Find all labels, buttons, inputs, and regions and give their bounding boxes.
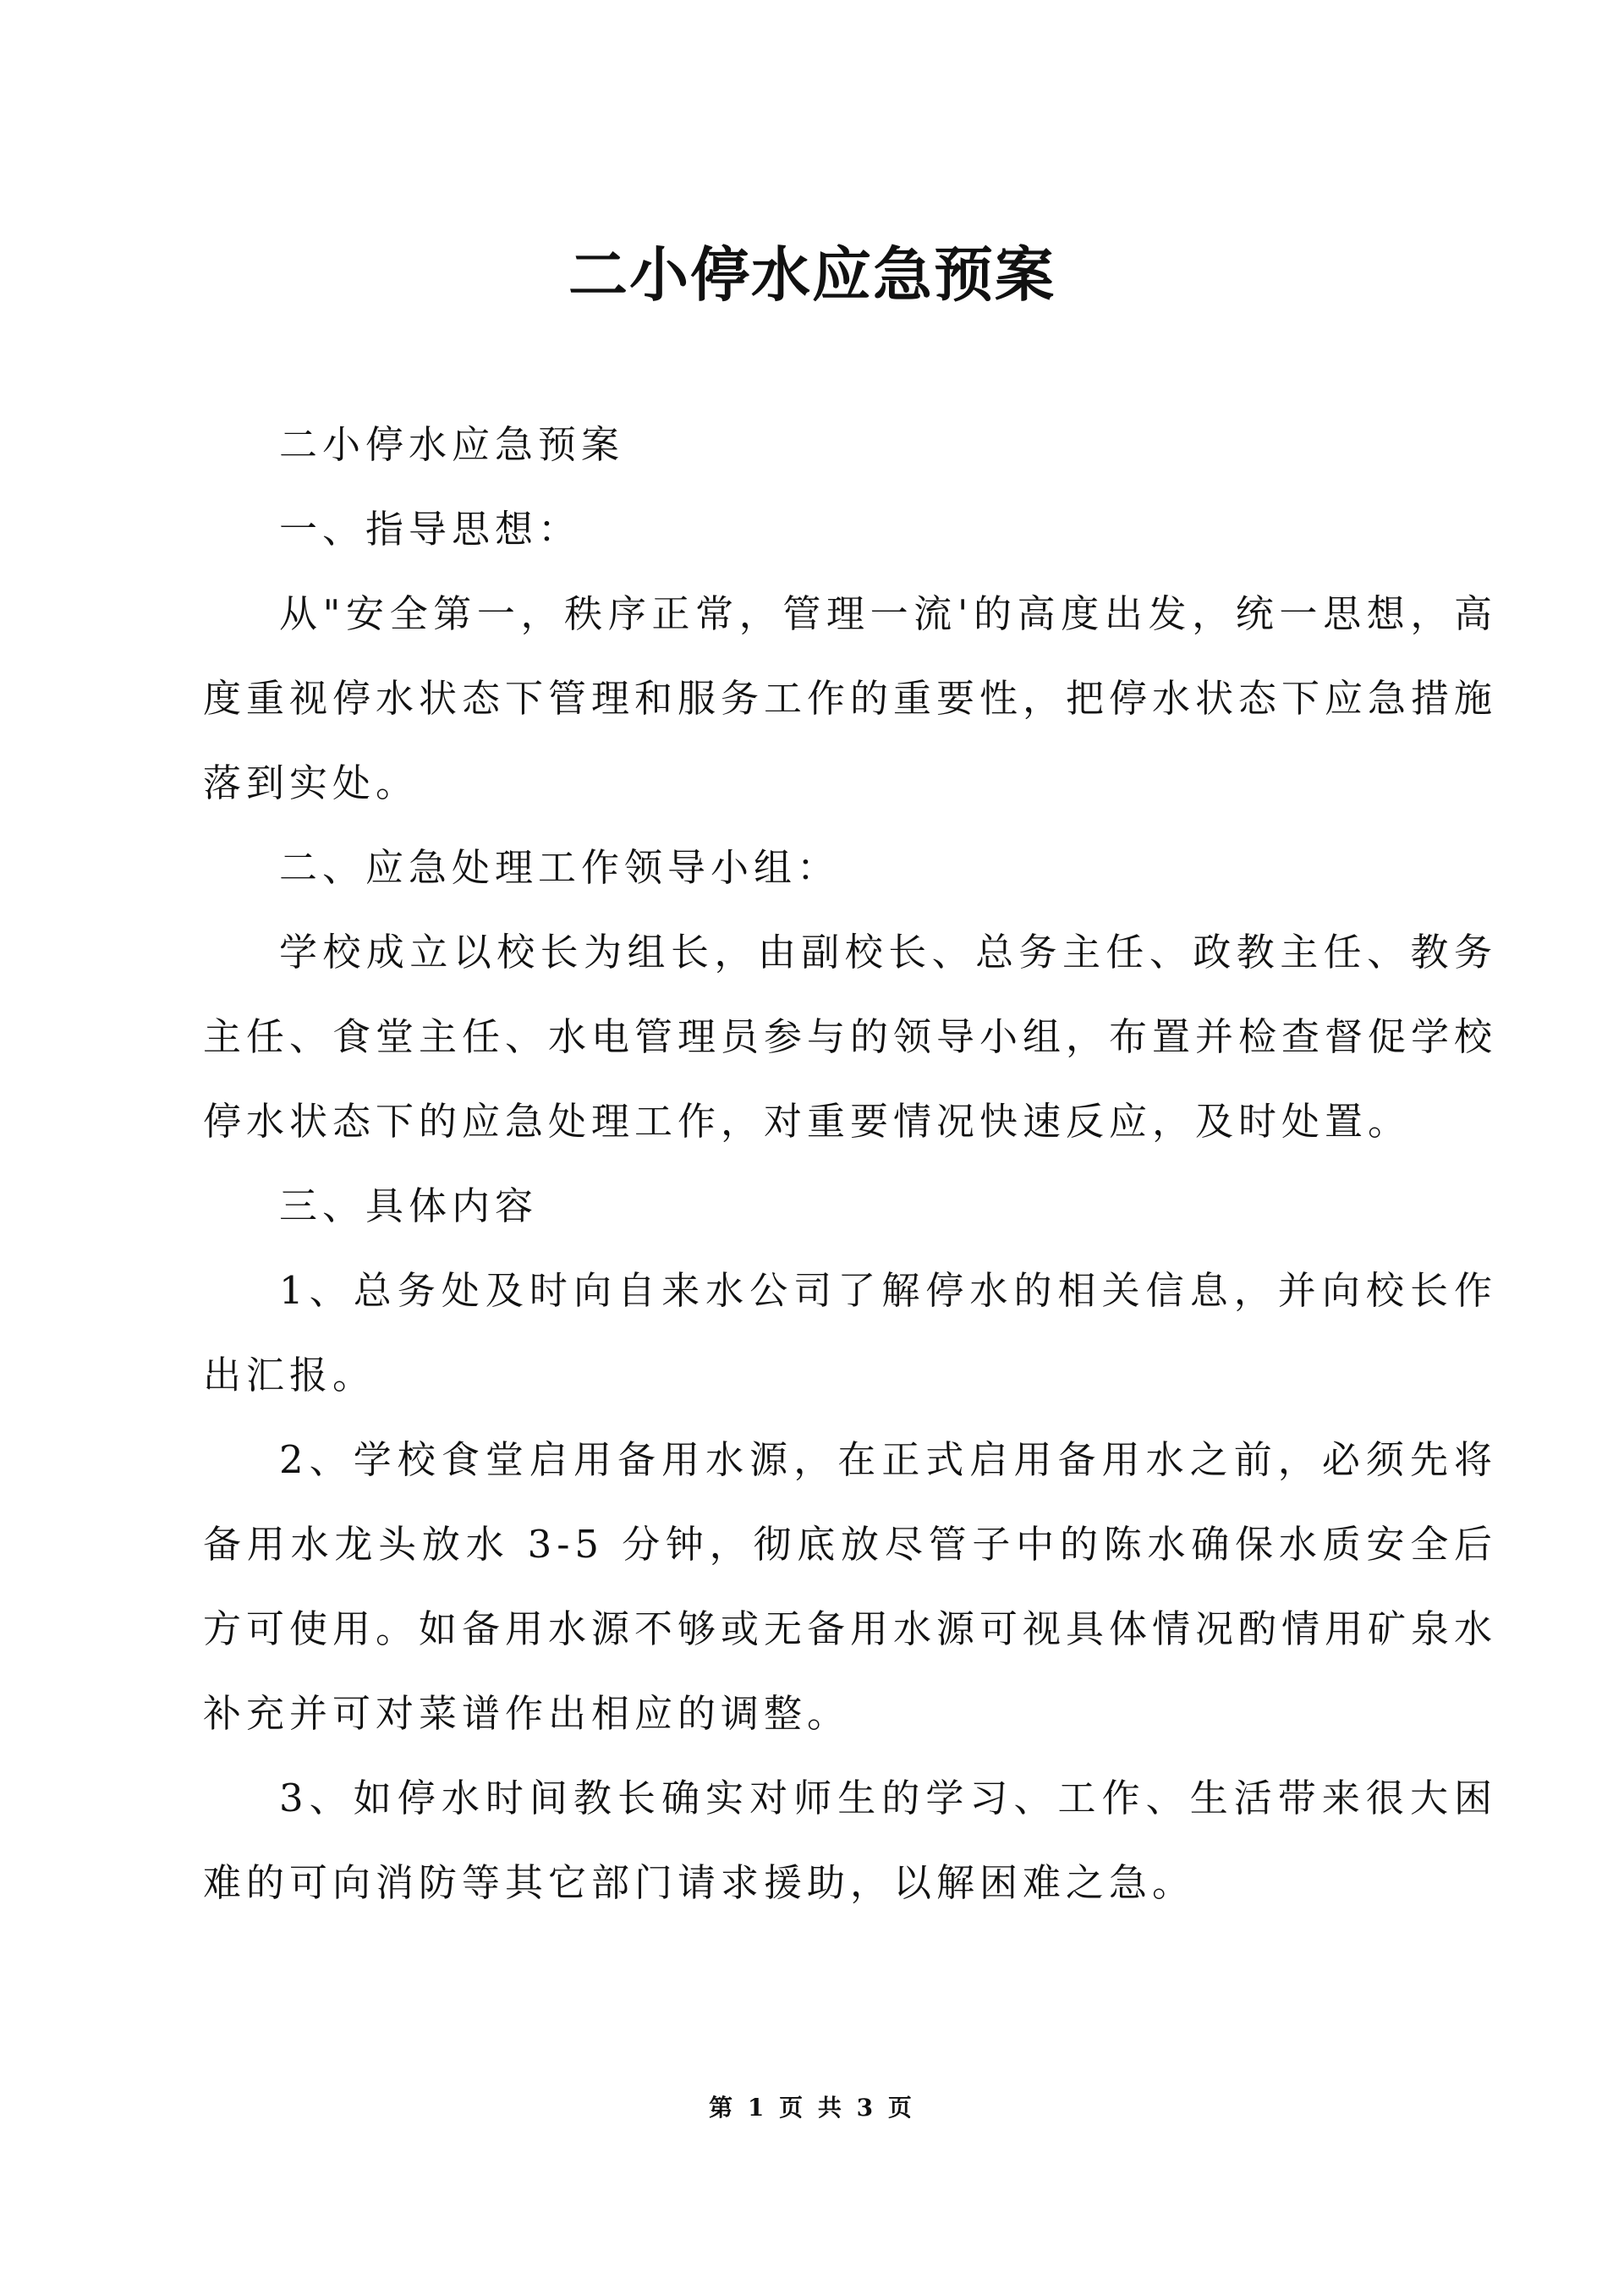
paragraph-item-2: 2、学校食堂启用备用水源，在正式启用备用水之前，必须先将备用水龙头放水 3-5 分钟，彻底放尽管子中的陈水确保水质安全后方可使用。如备用水源不够或无备用水源可视具体情况酌情用矿泉水补充并可对菜谱作出相应的调整。: [203, 1437, 1498, 1736]
section-heading-guiding-thought: 一、指导思想：: [279, 507, 582, 552]
document-body: [203, 403, 1497, 1925]
page-footer: 第 1 页 共 3 页: [709, 2094, 915, 2122]
paragraph-item-1: 1、总务处及时向自来水公司了解停水的相关信息，并向校长作出汇报。: [203, 1268, 1497, 1397]
paragraph-item-3: 3、如停水时间教长确实对师生的学习、工作、生活带来很大困难的可向消防等其它部门请求援助，以解困难之急。: [203, 1776, 1497, 1905]
paragraph-heading: 二小停水应急预案: [279, 422, 625, 467]
document-title: 二小停水应急预案: [568, 240, 1056, 310]
section-heading-specific-content: 三、具体内容: [279, 1183, 539, 1228]
section-heading-leadership-group: 二、应急处理工作领导小组：: [279, 845, 841, 890]
paragraph-leadership-group: 学校成立以校长为组长，由副校长、总务主任、政教主任、教务主任、食堂主任、水电管理员参与的领导小组，布置并检查督促学校停水状态下的应急处理工作，对重要情况快速反应，及时处置。: [203, 930, 1498, 1144]
paragraph-guiding-thought: 从"安全第一，秩序正常，管理一流'的高度出发，统一思想，高度重视停水状态下管理和服务工作的重要性，把停水状态下应急措施落到实处。: [203, 591, 1498, 805]
